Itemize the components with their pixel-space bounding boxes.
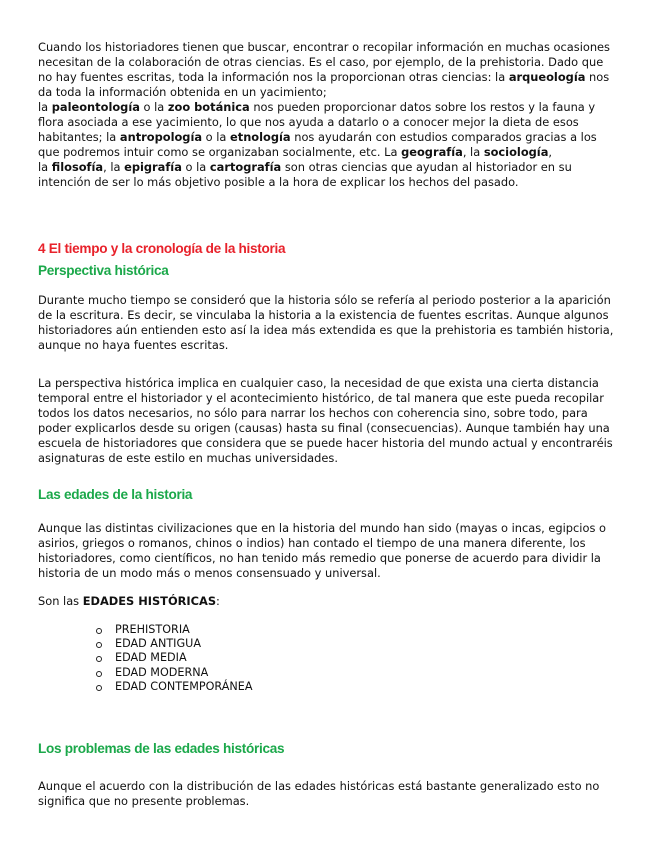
- list-item: EDAD MEDIA: [96, 651, 252, 665]
- term-cartografia: cartografía: [209, 160, 282, 174]
- circle-bullet-icon: [96, 685, 102, 691]
- edades-historicas-bold: EDADES HISTÓRICAS: [82, 594, 217, 608]
- paragraph-perspectiva-2: La perspectiva histórica implica en cualquier caso, la necesidad de que exista una cierta distancia temporal entre el historiador y el acontecimiento histórico, de tal manera que este pueda recopilar todos los datos necesarios, no sólo para narrar los hechos con coherencia sino, sobre todo, para poder explicarlos desde su origen (causas) hasta su final (consecuencias). Aunque también hay una escuela de historiadores que considera que se puede hacer historia del mundo actual y encontraréis asignaturas de este estilo en muchas universidades.: [38, 376, 613, 465]
- edades-list: [96, 623, 252, 694]
- term-epigrafia: epigrafía: [124, 160, 182, 174]
- term-antropologia: antropología: [119, 130, 203, 144]
- subheading-perspectiva: Perspectiva histórica: [38, 263, 169, 278]
- circle-bullet-icon: [96, 656, 102, 662]
- intro-paragraph: Cuando los historiadores tienen que buscar, encontrar o recopilar información en muchas ocasiones necesitan de la colaboración de otras ciencias. Es el caso, por ejemplo, de la prehistoria. Dado que no hay fuentes escritas, toda la información nos la proporcionan otras ciencias: la arqueología nos da toda la información obtenida en un yacimiento; la paleontología o la zoo botánica nos pueden proporcionar datos sobre los restos y la fauna y flora asociada a ese yacimiento, lo que nos ayuda a datarlo o a conocer mejor la dieta de esos habitantes; la antropología o la etnología nos ayudarán con estudios comparados gracias a los que podremos intuir como se organizaban socialmente, etc. La geografía, la sociología, la filosofía, la epigrafía o la cartografía son otras ciencias que ayudan al historiador en su intención de ser lo más objetivo posible a la hora de explicar los hechos del pasado.: [38, 40, 610, 189]
- circle-bullet-icon: [96, 628, 102, 634]
- paragraph-perspectiva-1: Durante mucho tiempo se consideró que la historia sólo se refería al periodo posterior a la aparición de la escritura. Es decir, se vinculaba la historia a la existencia de fuentes escritas. Aunque algunos historiadores aún entienden esto así la idea más extendida es que la prehistoria es también historia, aunque no haya fuentes escritas.: [38, 293, 614, 352]
- list-item: EDAD ANTIGUA: [96, 637, 252, 651]
- term-geografia: geografía: [401, 145, 463, 159]
- circle-bullet-icon: [96, 671, 102, 677]
- paragraph-son-las: Son las EDADES HISTÓRICAS:: [38, 594, 220, 608]
- list-item: PREHISTORIA: [96, 623, 252, 637]
- paragraph-problemas: Aunque el acuerdo con la distribución de las edades históricas está bastante generalizado esto no significa que no presente problemas.: [38, 779, 600, 808]
- subheading-edades: Las edades de la historia: [38, 487, 193, 502]
- term-paleontologia: paleontología: [51, 100, 140, 114]
- term-etnologia: etnología: [230, 130, 291, 144]
- term-arqueologia: arqueología: [508, 70, 586, 84]
- circle-bullet-icon: [96, 642, 102, 648]
- term-zoo-botanica: zoo botánica: [167, 100, 250, 114]
- paragraph-edades: Aunque las distintas civilizaciones que en la historia del mundo han sido (mayas o incas, egipcios o asirios, griegos o romanos, chinos o indios) han contado el tiempo de una manera diferente, los historiadores, como científicos, no han tenido más remedio que ponerse de acuerdo para dividir la historia de un modo más o menos consensuado y universal.: [38, 521, 606, 580]
- section-heading-cronologia: 4 El tiempo y la cronología de la historia: [38, 241, 286, 256]
- term-filosofia: filosofía: [51, 160, 104, 174]
- list-item: EDAD MODERNA: [96, 666, 252, 680]
- term-sociologia: sociología: [483, 145, 549, 159]
- subheading-problemas: Los problemas de las edades históricas: [38, 741, 285, 756]
- list-item: EDAD CONTEMPORÁNEA: [96, 680, 252, 694]
